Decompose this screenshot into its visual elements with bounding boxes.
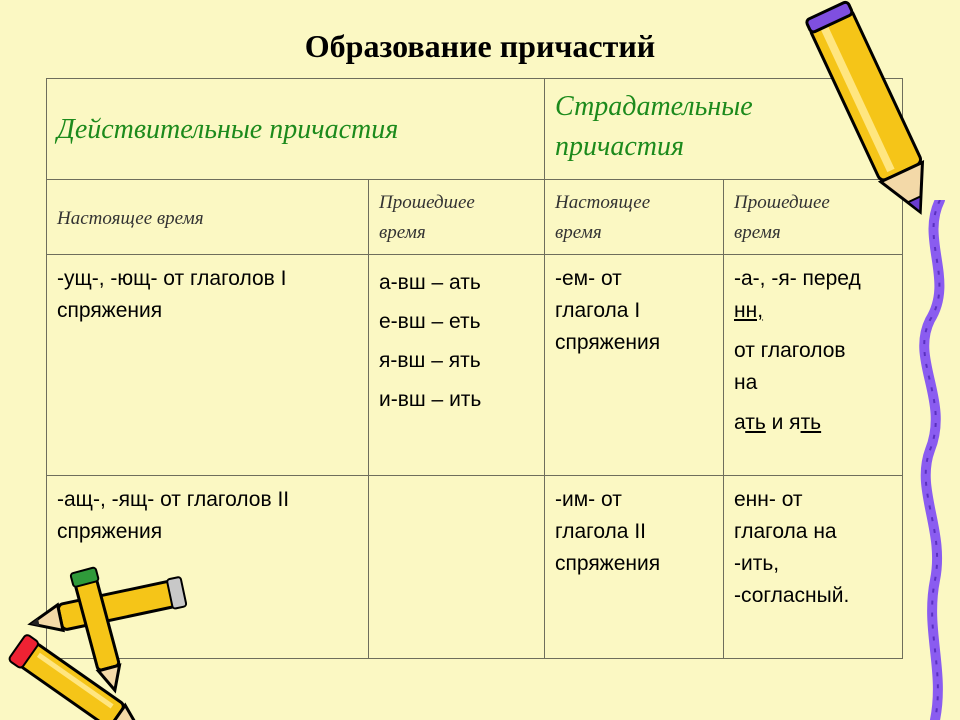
cell-text (734, 407, 892, 439)
active-participles-header (47, 79, 545, 180)
cell-text: -ить, (734, 552, 780, 575)
cell-active-present-1 (47, 255, 369, 476)
cell-text: а-вш – ать (379, 271, 481, 294)
cell-text: спряжения (57, 520, 163, 543)
ribbon-icon (900, 200, 960, 720)
pencil-icon (0, 560, 200, 720)
cell-text: нн, (734, 299, 764, 322)
cell-active-past-1 (369, 255, 545, 476)
passive-header-line2: причастия (555, 131, 685, 162)
subheader-text: время (555, 222, 602, 243)
subheader-text: Настоящее (555, 192, 651, 213)
subheader-text: Настоящее время (57, 208, 204, 229)
table-row (47, 79, 903, 180)
subheader-active-present (47, 180, 369, 255)
cell-text: и-вш – ить (379, 388, 482, 411)
cell-text: глагола II (555, 520, 646, 543)
text-part-underlined: ть (745, 411, 766, 434)
cell-text: -им- от (555, 488, 622, 511)
page-title: Образование причастий (304, 28, 656, 64)
cell-text: глагола I (555, 299, 641, 322)
cell-text: -ащ-, -ящ- от глаголов II (57, 488, 290, 511)
cell-text: -а-, -я- перед (734, 267, 861, 290)
cell-text: спряжения (555, 331, 661, 354)
cell-passive-past-1 (724, 255, 903, 476)
pencil-icon (800, 0, 950, 230)
passive-header-line1: Страдательные (555, 91, 753, 122)
subheader-passive-present (545, 180, 724, 255)
active-participles-label: Действительные причастия (57, 114, 399, 145)
cell-passive-past-2 (724, 476, 903, 659)
cell-text: -ущ-, -ющ- от глаголов I (57, 267, 287, 290)
cell-text: -ем- от (555, 267, 622, 290)
cell-text: спряжения (57, 299, 163, 322)
cell-text: енн- от (734, 488, 803, 511)
table-row (47, 180, 903, 255)
cell-text: от глаголов (734, 339, 846, 362)
cell-text: я-вш – ять (379, 349, 481, 372)
cell-active-past-2 (369, 476, 545, 659)
cell-text: спряжения (555, 552, 661, 575)
subheader-active-past (369, 180, 545, 255)
table-row (47, 255, 903, 476)
cell-text: на (734, 371, 758, 394)
text-part-underlined: ть (800, 411, 822, 434)
text-part: и я (765, 411, 801, 434)
cell-text: глагола на (734, 520, 837, 543)
subheader-text: Прошедшее (379, 192, 475, 213)
text-part: а (734, 411, 746, 434)
subheader-text: Прошедшее (734, 192, 830, 213)
cell-text: -согласный. (734, 584, 850, 607)
subheader-text: время (734, 222, 781, 243)
cell-text: е-вш – еть (379, 310, 481, 333)
subheader-text: время (379, 222, 426, 243)
cell-passive-present-2 (545, 476, 724, 659)
cell-passive-present-1 (545, 255, 724, 476)
